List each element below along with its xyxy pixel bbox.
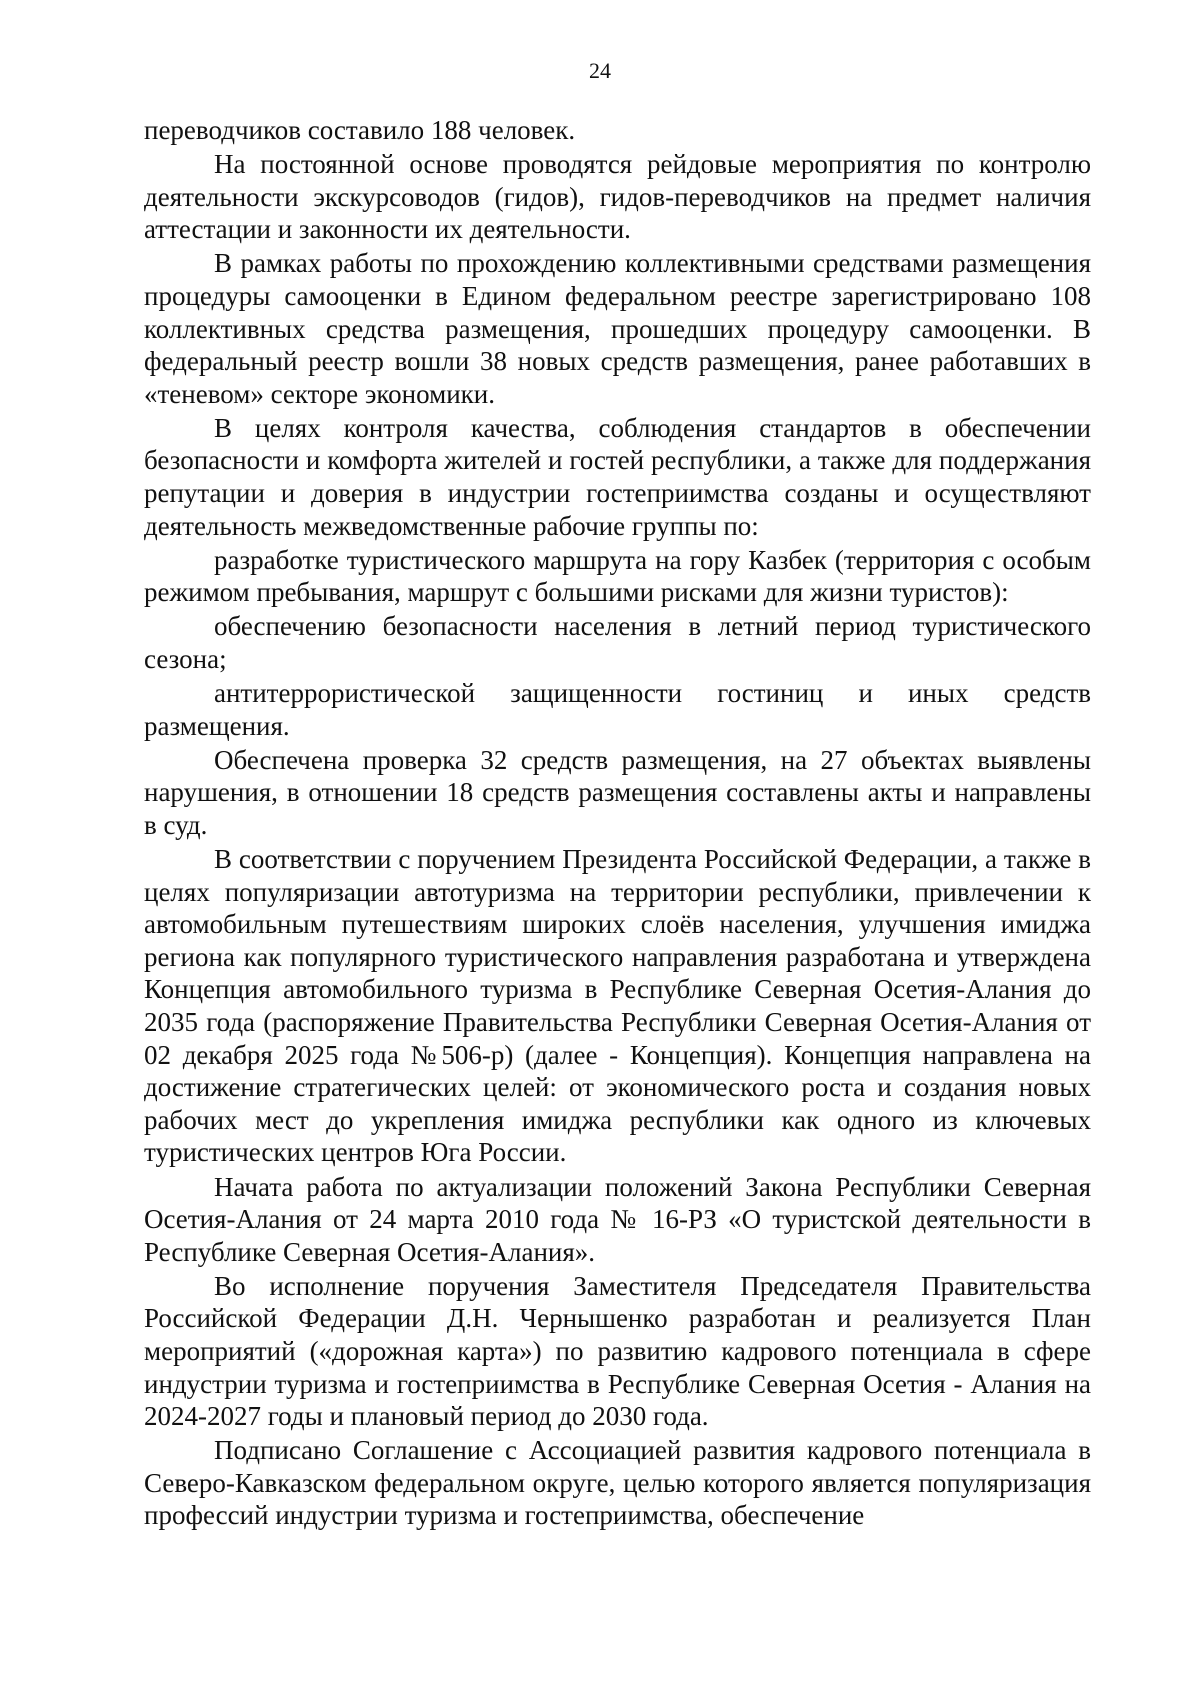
paragraph: В целях контроля качества, соблюдения стандартов в обеспечении безопасности и комфорта жителей и гостей республики, а также для поддержания репутации и доверия в индустрии гостеприимства созданы и осуществляют деятельность межведомственные рабочие группы по: <box>144 412 1091 541</box>
paragraph: переводчиков составило 188 человек. <box>144 115 576 145</box>
list-item: обеспечению безопасности населения в летний период туристического сезона; <box>144 611 1091 674</box>
list-item: разработке туристического маршрута на гору Казбек (территория с особым режимом пребывания, маршрут с большими рисками для жизни туристов): <box>144 544 1091 608</box>
paragraph: В соответствии с поручением Президента Российской Федерации, а также в целях популяризации автотуризма на территории республики, привлечении к автомобильным путешествиям широких слоёв населения, улучшения имиджа региона как популярного туристического направления разработана и утверждена Концепция автомобильного туризма в Республике Северная Осетия-Алания до 2035 года (распоряжение Правительства Республики Северная Осетия-Алания от 02 декабря 2025 года №506-р) (далее - Концепция). Концепция направлена на достижение стратегических целей: от экономического роста и создания новых рабочих мест до укрепления имиджа республики как одного из ключевых туристических центров Юга России. <box>144 844 1091 1168</box>
paragraph: В рамках работы по прохождению коллективными средствами размещения процедуры самооценки в Едином федеральном реестре зарегистрировано 108 коллективных средства размещения, прошедших процедуру самооценки. В федеральный реестр вошли 38 новых средств размещения, ранее работавших в «теневом» секторе экономики. <box>144 248 1091 409</box>
paragraph: Обеспечена проверка 32 средств размещения, на 27 объектах выявлены нарушения, в отношении 18 средств размещения составлены акты и направлены в суд. <box>144 744 1091 840</box>
paragraph: Подписано Соглашение с Ассоциацией развития кадрового потенциала в Северо-Кавказском федеральном округе, целью которого является популяризация профессий индустрии туризма и гостеприимства, обеспечение <box>144 1435 1091 1531</box>
document-body <box>144 114 1091 1534</box>
paragraph: Начата работа по актуализации положений Закона Республики Северная Осетия-Алания от 24 марта 2010 года № 16-РЗ «О туристской деятельности в Республике Северная Осетия-Алания». <box>144 1171 1091 1267</box>
paragraph: На постоянной основе проводятся рейдовые мероприятия по контролю деятельности экскурсоводов (гидов), гидов-переводчиков на предмет наличия аттестации и законности их деятельности. <box>144 149 1091 245</box>
paragraph: Во исполнение поручения Заместителя Председателя Правительства Российской Федерации Д.Н. Чернышенко разработан и реализуется План мероприятий («дорожная карта») по развитию кадрового потенциала в сфере индустрии туризма и гостеприимства в Республике Северная Осетия - Алания на 2024-2027 годы и плановый период до 2030 года. <box>144 1270 1091 1432</box>
list-item: антитеррористической защищенности гостиниц и иных средств размещения. <box>144 678 1091 741</box>
page-number: 24 <box>589 58 611 83</box>
